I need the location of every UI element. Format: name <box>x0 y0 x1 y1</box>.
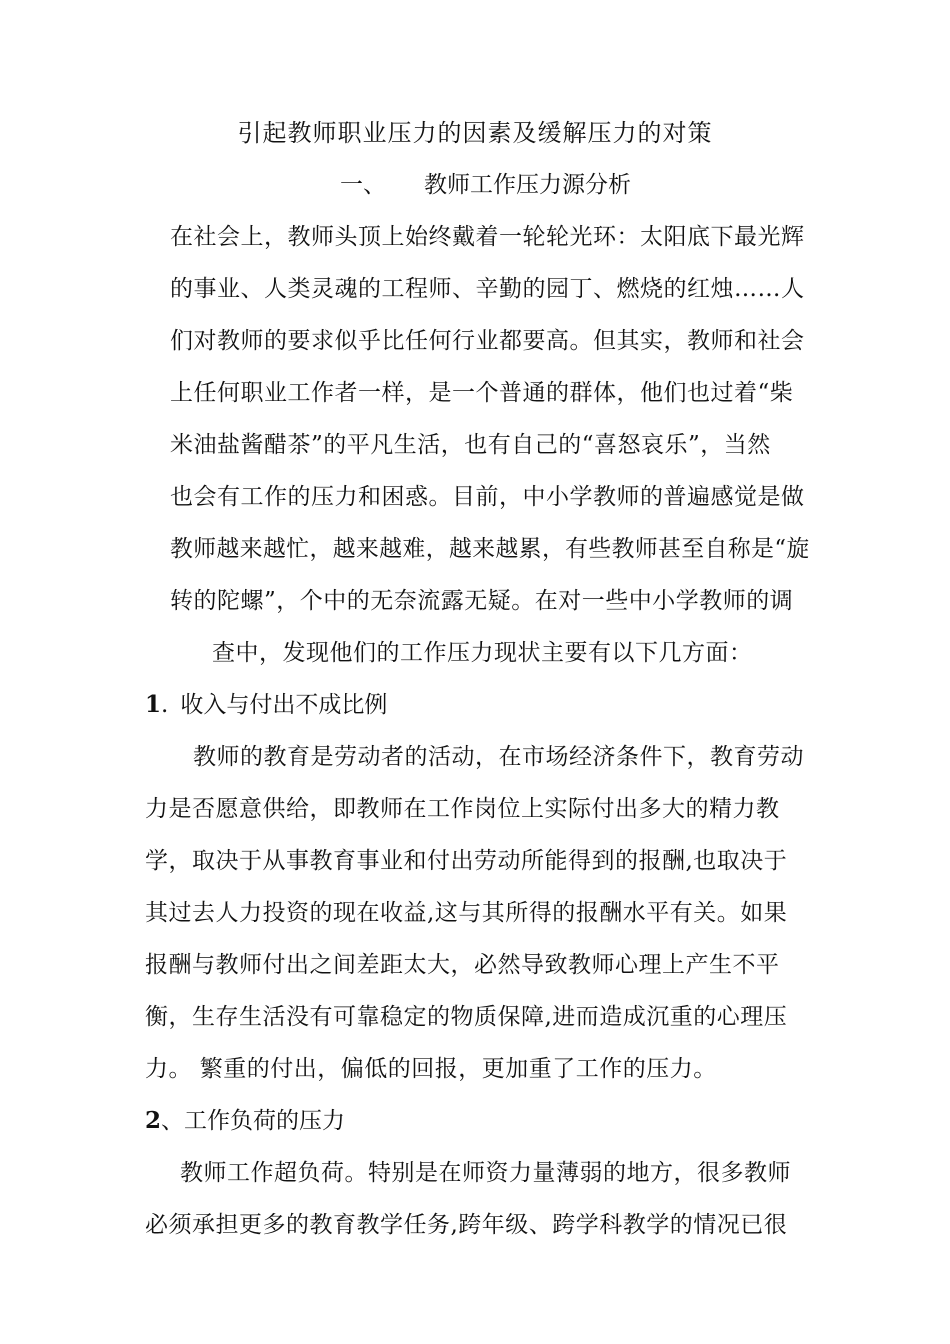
section-heading <box>340 170 631 200</box>
paragraph-line: 的事业、人类灵魂的工程师、辛勤的园丁、燃烧的红烛……人 <box>170 276 805 302</box>
paragraph-line: 米油盐酱醋茶”的平凡生活，也有自己的“喜怒哀乐”，当然 <box>170 432 771 458</box>
point-heading-1 <box>145 690 387 720</box>
paragraph-line: 教师越来越忙，越来越难，越来越累，有些教师甚至自称是“旋 <box>170 536 810 562</box>
section-number: 一、 <box>340 172 386 198</box>
paragraph-line: 学，取决于从事教育事业和付出劳动所能得到的报酬,也取决于 <box>145 848 788 874</box>
paragraph-line: 在社会上，教师头顶上始终戴着一轮轮光环：太阳底下最光辉 <box>170 224 805 250</box>
paragraph-line: 教师工作超负荷。特别是在师资力量薄弱的地方，很多教师 <box>180 1160 791 1186</box>
section-heading-text: 教师工作压力源分析 <box>424 172 631 198</box>
point-number: 1 <box>145 691 162 718</box>
point-separator: 、 <box>161 1108 185 1134</box>
paragraph-line: 教师的教育是劳动者的活动，在市场经济条件下，教育劳动 <box>193 744 804 770</box>
point-separator: . <box>161 692 169 718</box>
paragraph-line: 转的陀螺”，个中的无奈流露无疑。在对一些中小学教师的调 <box>170 588 794 614</box>
point-title: 收入与付出不成比例 <box>180 692 388 718</box>
paragraph-line: 其过去人力投资的现在收益,这与其所得的报酬水平有关。如果 <box>145 900 788 926</box>
paragraph-line: 查中，发现他们的工作压力现状主要有以下几方面： <box>212 640 753 666</box>
point-title: 工作负荷的压力 <box>184 1108 346 1134</box>
paragraph-line: 上任何职业工作者一样，是一个普通的群体，他们也过着“柴 <box>170 380 794 406</box>
paragraph-line: 报酬与教师付出之间差距太大，必然导致教师心理上产生不平 <box>145 952 780 978</box>
paragraph-line: 力。 繁重的付出，偏低的回报，更加重了工作的压力。 <box>145 1056 717 1082</box>
paragraph-line: 们对教师的要求似乎比任何行业都要高。但其实，教师和社会 <box>170 328 805 354</box>
document-title: 引起教师职业压力的因素及缓解压力的对策 <box>237 119 713 147</box>
point-number: 2 <box>145 1107 162 1134</box>
paragraph-line: 必须承担更多的教育教学任务,跨年级、跨学科教学的情况已很 <box>145 1212 788 1238</box>
paragraph-line: 衡，生存生活没有可靠稳定的物质保障,进而造成沉重的心理压 <box>145 1004 788 1030</box>
paragraph-line: 力是否愿意供给，即教师在工作岗位上实际付出多大的精力教 <box>145 796 780 822</box>
point-heading-2 <box>145 1106 345 1136</box>
paragraph-line: 也会有工作的压力和困惑。目前，中小学教师的普遍感觉是做 <box>170 484 805 510</box>
